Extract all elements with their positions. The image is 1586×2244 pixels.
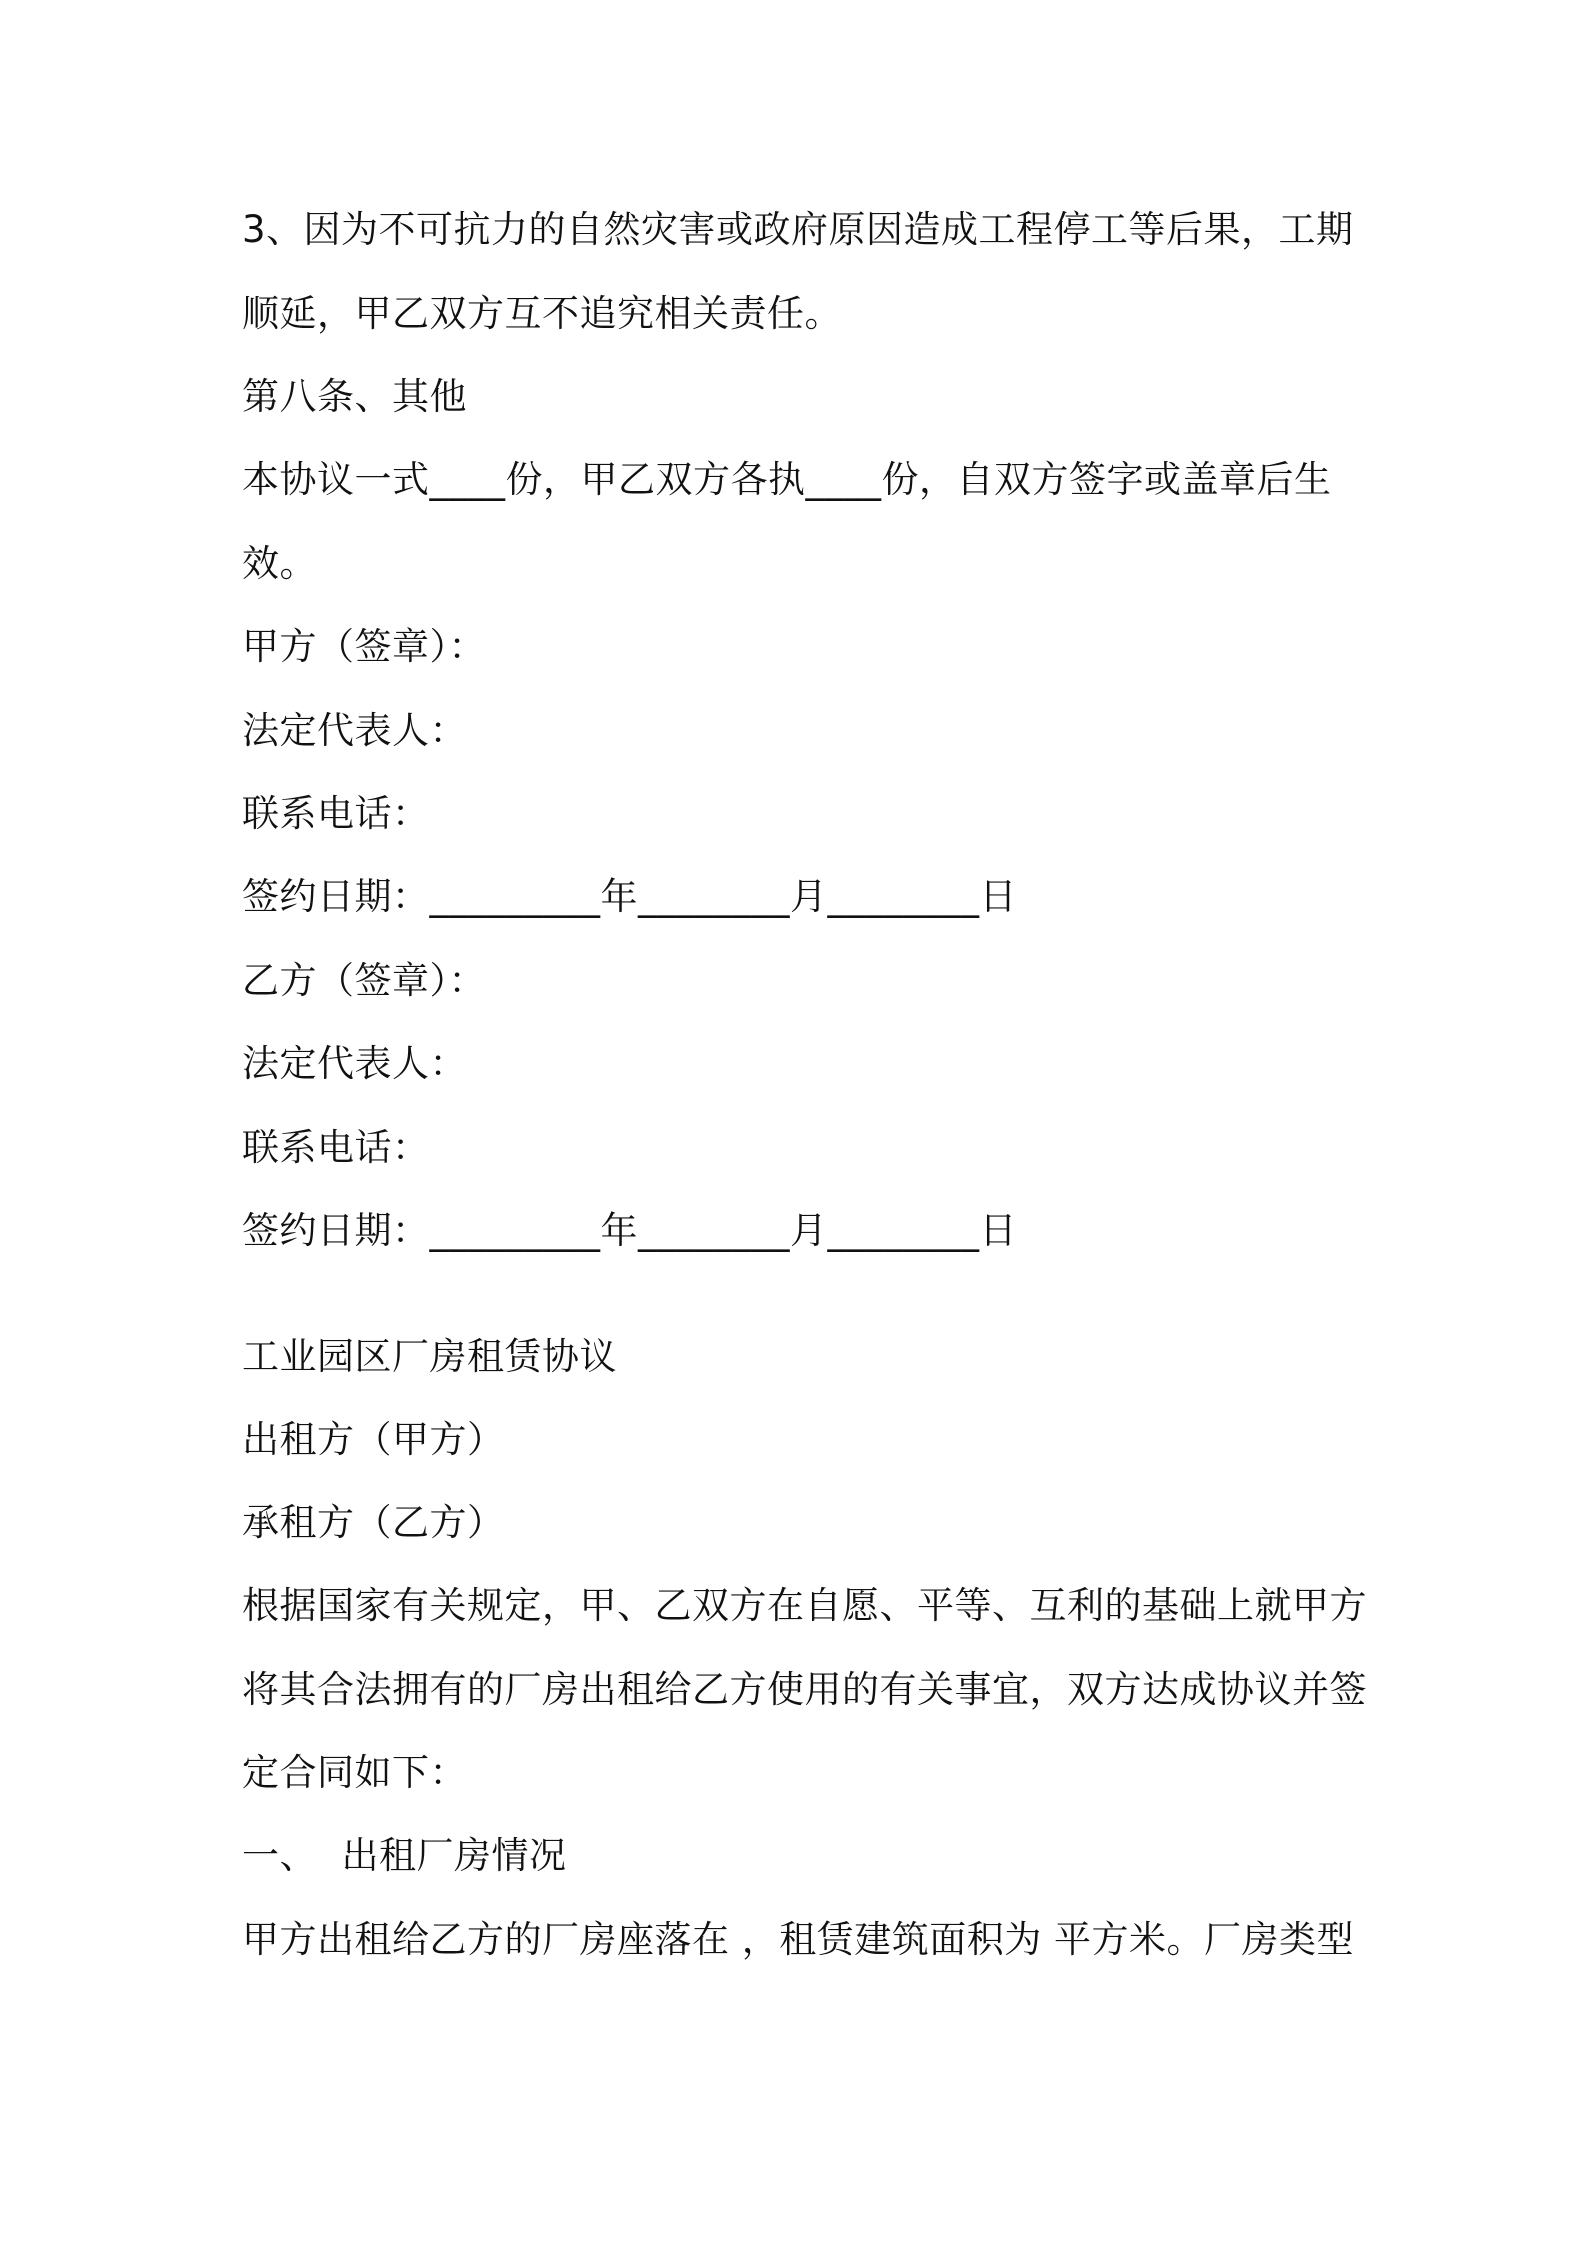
- party-b-signature: 乙方（签章）：: [242, 959, 486, 1002]
- agreement-title: 工业园区厂房租赁协议: [242, 1335, 617, 1378]
- party-a-legal-rep: 法定代表人：: [242, 709, 467, 752]
- clause-3-line-1: 3、因为不可抗力的自然灾害或政府原因造成工程停工等后果，工期: [242, 208, 1354, 251]
- lessee-label: 承租方（乙方）: [242, 1501, 505, 1544]
- preamble-line-1: 根据国家有关规定，甲、乙双方在自愿、平等、互利的基础上就甲方: [242, 1584, 1367, 1627]
- copies-clause-line-2: 效。: [242, 542, 317, 585]
- section-1-heading: 一、 出租厂房情况: [242, 1834, 567, 1877]
- clause-3-line-2: 顺延，甲乙双方互不追究相关责任。: [242, 292, 842, 335]
- party-b-phone: 联系电话：: [242, 1126, 430, 1169]
- preamble-line-3: 定合同如下：: [242, 1751, 467, 1794]
- party-a-phone: 联系电话：: [242, 792, 430, 835]
- party-b-sign-date: 签约日期：_________年________月________日: [242, 1209, 1017, 1252]
- article-8-heading: 第八条、其他: [242, 375, 467, 418]
- section-1-body-line-1: 甲方出租给乙方的厂房座落在 ，租赁建筑面积为 平方米。厂房类型: [242, 1918, 1355, 1961]
- lessor-label: 出租方（甲方）: [242, 1418, 505, 1461]
- party-a-sign-date: 签约日期：_________年________月________日: [242, 875, 1017, 918]
- party-a-signature: 甲方（签章）：: [242, 625, 486, 668]
- preamble-line-2: 将其合法拥有的厂房出租给乙方使用的有关事宜，双方达成协议并签: [242, 1668, 1367, 1711]
- party-b-legal-rep: 法定代表人：: [242, 1042, 467, 1085]
- copies-clause-line-1: 本协议一式____份，甲乙双方各执____份，自双方签字或盖章后生: [242, 458, 1332, 501]
